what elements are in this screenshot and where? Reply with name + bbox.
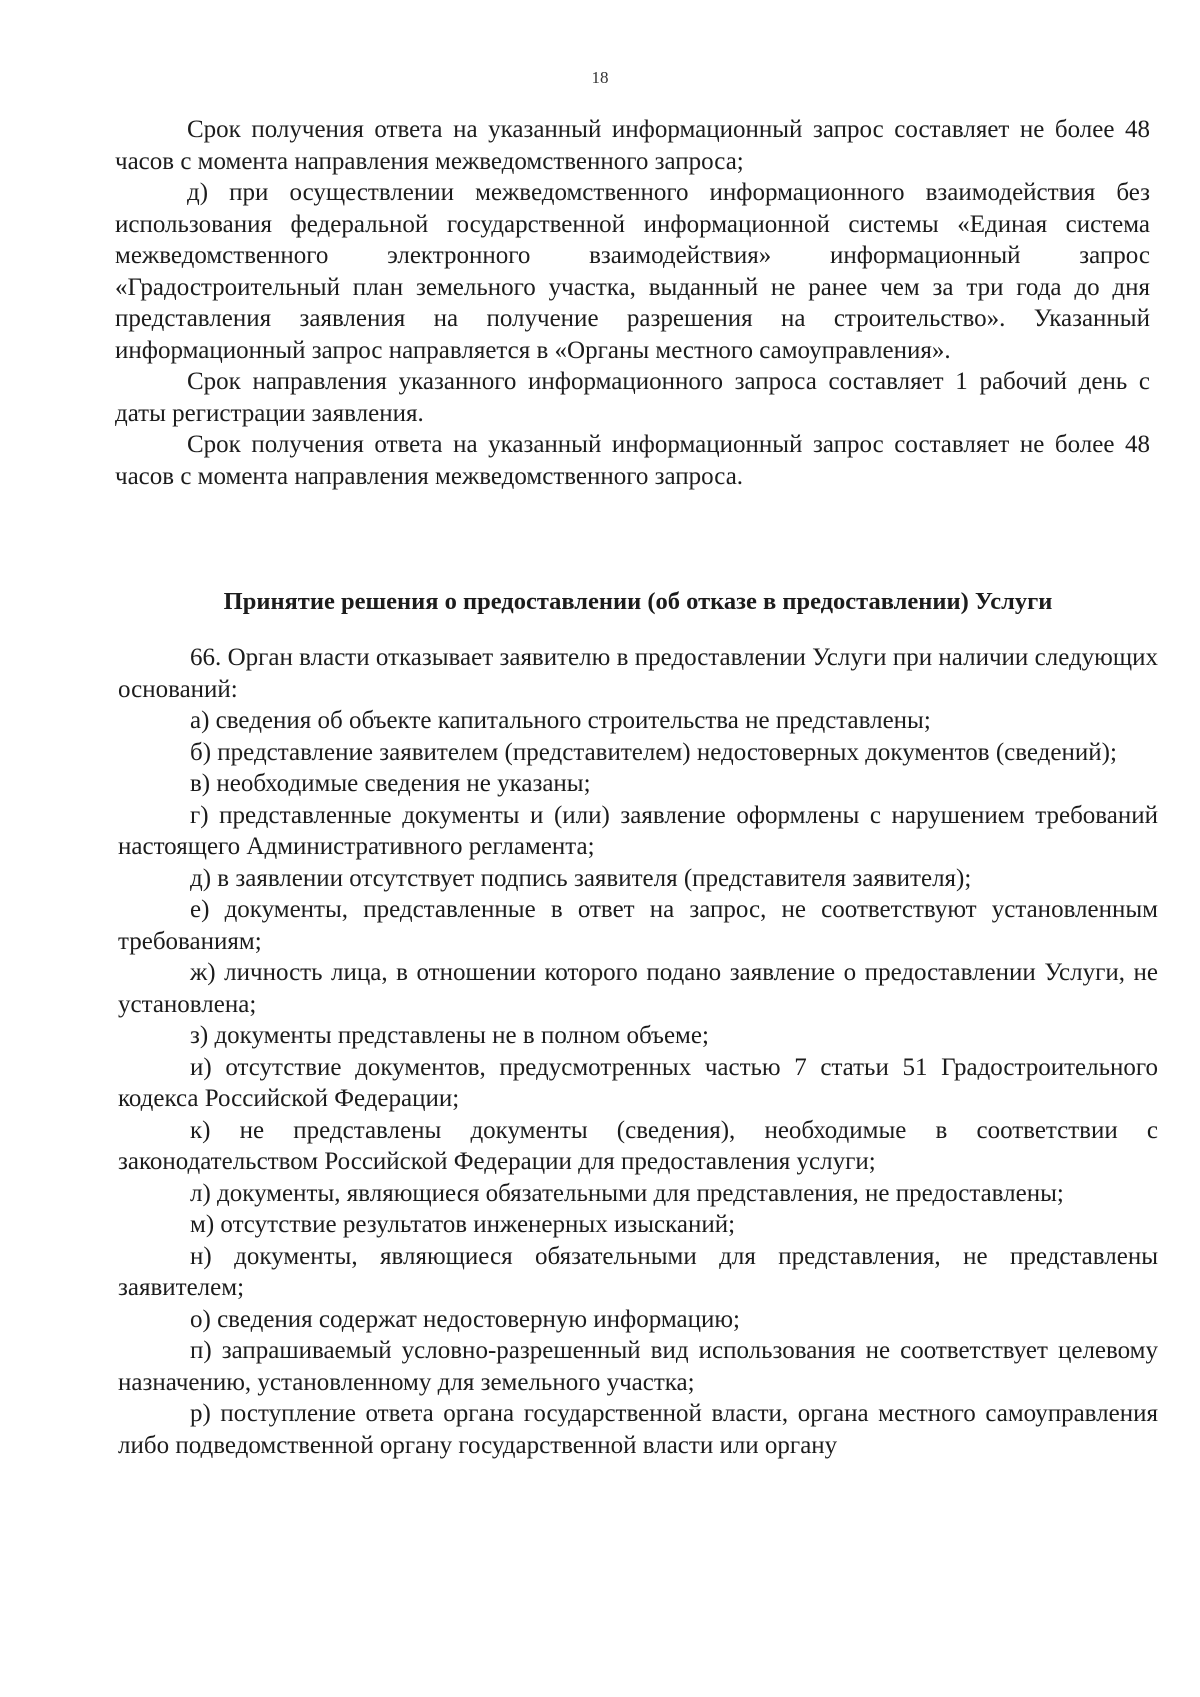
section-heading: Принятие решения о предоставлении (об отказе в предоставлении) Услуги [223, 588, 1053, 615]
paragraph-response-deadline-2: Срок получения ответа на указанный информационный запрос составляет не более 48 часов с момента направления межведомственного запроса. [115, 431, 1150, 490]
refusal-item-i: и) отсутствие документов, предусмотренных частью 7 статьи 51 Градостроительного кодекса Российской Федерации; [118, 1053, 1158, 1112]
paragraph-sending-deadline: Срок направления указанного информационного запроса составляет 1 рабочий день с даты регистрации заявления. [115, 368, 1150, 427]
intermediate-requests-section [115, 114, 1150, 492]
refusal-item-r: р) поступление ответа органа государственной власти, органа местного самоуправления либо подведомственной органу государственной власти или органу [118, 1400, 1158, 1459]
refusal-item-p: п) запрашиваемый условно-разрешенный вид использования не соответствует целевому назначению, установленному для земельного участка; [118, 1337, 1158, 1396]
refusal-item-n: н) документы, являющиеся обязательными для представления, не представлены заявителем; [118, 1242, 1158, 1301]
paragraph-66-intro: 66. Орган власти отказывает заявителю в предоставлении Услуги при наличии следующих оснований: [118, 644, 1158, 703]
refusal-item-v: в) необходимые сведения не указаны; [190, 770, 591, 797]
refusal-item-o: о) сведения содержат недостоверную информацию; [190, 1305, 740, 1333]
refusal-item-d: д) в заявлении отсутствует подпись заявителя (представителя заявителя); [190, 864, 972, 892]
refusal-item-a: а) сведения об объекте капитального строительства не представлены; [190, 707, 931, 734]
refusal-item-b: б) представление заявителем (представителем) недостоверных документов (сведений); [190, 738, 1117, 766]
paragraph-item-d-request: д) при осуществлении межведомственного информационного взаимодействия без использования федеральной государственной информационной системы «Единая система межведомственного электронного взаимодействия» информационный запрос «Градостроительный план земельного участка, выданный не ранее чем за три года до дня представления заявления на получение разрешения на строительство». Указанный информационный запрос направляется в «Органы местного самоуправления». [115, 179, 1150, 364]
refusal-item-z: з) документы представлены не в полном объеме; [190, 1022, 709, 1049]
refusal-item-l: л) документы, являющиеся обязательными для представления, не предоставлены; [190, 1179, 1064, 1207]
refusal-grounds-section [118, 642, 1158, 1461]
refusal-item-k: к) не представлены документы (сведения), необходимые в соответствии с законодательством Российской Федерации для предоставления услуги; [118, 1116, 1158, 1175]
refusal-item-e: е) документы, представленные в ответ на запрос, не соответствуют установленным требованиям; [118, 896, 1158, 955]
paragraph-response-deadline-1: Срок получения ответа на указанный информационный запрос составляет не более 48 часов с момента направления межведомственного запроса; [115, 116, 1150, 175]
refusal-item-m: м) отсутствие результатов инженерных изысканий; [190, 1211, 736, 1238]
refusal-item-g: г) представленные документы и (или) заявление оформлены с нарушением требований настоящего Административного регламента; [118, 801, 1158, 860]
refusal-item-zh: ж) личность лица, в отношении которого подано заявление о предоставлении Услуги, не установлена; [118, 959, 1158, 1018]
page-number: 18 [591, 68, 609, 87]
